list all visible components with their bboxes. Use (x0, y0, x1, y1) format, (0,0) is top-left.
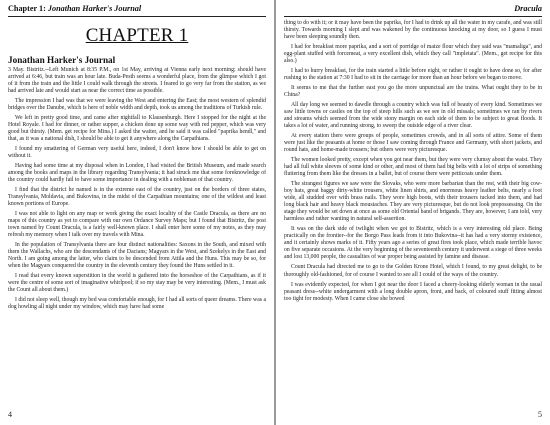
paragraph: At every station there were groups of people, sometimes crowds, and in all sorts of attire. Some of them were just like the peasants at home or those I saw coming through France and Germany, with short jackets, and round hats, and home-made trousers; but others were very picturesque. (284, 133, 542, 154)
paragraph: I find that the district he named is in the extreme east of the country, just on the borders of three states, Transylvania, Moldavia, and Bukovina, in the midst of the Carpathian mountains; one of the wildest and least known portions of Europe. (8, 187, 266, 208)
paragraph: I read that every known superstition in the world is gathered into the horseshoe of the Carpathians, as if it were the centre of some sort of imaginative whirlpool; if so my stay may be very interesting. (Mem., I must ask the Count all about them.) (8, 273, 266, 294)
paragraph: Count Dracula had directed me to go to the Golden Krone Hotel, which I found, to my great delight, to be thoroughly old-fashioned, for of course I wanted to see all I could of the ways of the country. (284, 264, 542, 278)
paragraph: thing to do with it; or it may have been the paprika, for I had to drink up all the water in my carafe, and was still thirsty. Towards morning I slept and was wakened by the continuous knocking at my door, so I guess I must have been sleeping soundly then. (284, 20, 542, 41)
right-page (276, 0, 550, 425)
paragraph: It was on the dark side of twilight when we got to Bistritz, which is a very interesting old place. Being practically on the frontier--for the Borgo Pass leads from it into Bukovina--it has had a very stormy existence, and it certainly shows marks of it. Fifty years ago a series of great fires took place, which made terrible havoc on five separate occasions. At the very beginning of the seventeenth century it underwent a siege of three weeks and lost 13,000 people, the casualties of war proper being assisted by famine and disease. (284, 226, 542, 261)
left-page (0, 0, 274, 425)
paragraph: The impression I had was that we were leaving the West and entering the East; the most western of splendid bridges over the Danube, which is here of noble width and depth, took us among the traditions of Turkish rule. (8, 98, 266, 112)
paragraph: The women looked pretty, except when you got near them, but they were very clumsy about the waist. They had all full white sleeves of some kind or other, and most of them had big belts with a lot of strips of something fluttering from them like the dresses in a ballet, but of course there were petticoats under them. (284, 157, 542, 178)
paragraph: I was not able to light on any map or work giving the exact locality of the Castle Dracula, as there are no maps of this country as yet to compare with our own Ordance Survey Maps; but I found that Bistritz, the post town named by Count Dracula, is a fairly well-known place. I shall enter here some of my notes, as they may refresh my memory when I talk over my travels with Mina. (8, 211, 266, 239)
chapter-title: CHAPTER 1 (85, 25, 189, 46)
right-body-text (284, 20, 542, 303)
paragraph: I had to hurry breakfast, for the train started a little before eight, or rather it ought to have done so, for after rushing to the station at 7:30 I had to sit in the carriage for more than an hour before we began to move. (284, 68, 542, 82)
running-head-chapter-title: Jonathan Harker's Journal (47, 4, 142, 13)
paragraph: I had for breakfast more paprika, and a sort of porridge of maize flour which they said was "mamaliga", and egg-plant stuffed with forcemeat, a very excellent dish, which they call "impletata". (Mem., get recipe for this also.) (284, 44, 542, 65)
paragraph: 3 May. Bistritz.--Left Munich at 8:35 P.M., on 1st May, arriving at Vienna early next morning; should have arrived at 6:46, but train was an hour late. Buda-Pesth seems a wonderful place, from the glimpse which I got of it from the train and the little I could walk through the streets. I feared to go very far from the station, as we had arrived late and would start as near the correct time as possible. (8, 67, 266, 95)
paragraph: It seems to me that the further east you go the more unpunctual are the trains. What ought they to be in China? (284, 85, 542, 99)
paragraph: Having had some time at my disposal when in London, I had visited the British Museum, and made search among the books and maps in the library regarding Transylvania; it had struck me that some foreknowledge of the country could hardly fail to have some importance in dealing with a nobleman of that country. (8, 163, 266, 184)
running-head-right: Dracula (284, 2, 542, 17)
section-title: Jonathan Harker's Journal (8, 55, 116, 65)
paragraph: All day long we seemed to dawdle through a country which was full of beauty of every kind. Sometimes we saw little towns or castles on the top of steep hills such as we see in old missals; sometimes we ran by rivers and streams which seemed from the wide stony margin on each side of them to be subject to great floods. It takes a lot of water, and running strong, to sweep the outside edge of a river clear. (284, 102, 542, 130)
page-number: 4 (8, 410, 12, 419)
running-head-chapter: Chapter 1: (8, 4, 46, 13)
paragraph: I did not sleep well, though my bed was comfortable enough, for I had all sorts of queer dreams. There was a dog howling all night under my window, which may have had some (8, 297, 266, 311)
paragraph: We left in pretty good time, and came after nightfall to Klausenburgh. Here I stopped for the night at the Hotel Royale. I had for dinner, or rather supper, a chicken done up some way with red pepper, which was very good but thirsty. (Mem. get recipe for Mina.) I asked the waiter, and he said it was called "paprika hendl," and that, as it was a national dish, I should be able to get it anywhere along the Carpathians. (8, 115, 266, 143)
paragraph: I found my smattering of German very useful here, indeed, I don't know how I should be able to get on without it. (8, 146, 266, 160)
page-number: 5 (538, 410, 542, 419)
paragraph: In the population of Transylvania there are four distinct nationalities: Saxons in the South, and mixed with them the Wallachs, who are the descendants of the Dacians; Magyars in the West, and Szekelys in the East and North. I am going among the latter, who claim to be descended from Attila and the Huns. This may be so, for when the Magyars conquered the country in the eleventh century they found the Huns settled in it. (8, 242, 266, 270)
paragraph: The strangest figures we saw were the Slovaks, who were more barbarian than the rest, with their big cow-boy hats, great baggy dirty-white trousers, white linen shirts, and enormous heavy leather belts, nearly a foot wide, all studded over with brass nails. They wore high boots, with their trousers tucked into them, and had long black hair and heavy black moustaches. They are very picturesque, but do not look prepossessing. On the stage they would be set down at once as some old Oriental band of brigands. They are, however, I am told, very harmless and rather wanting in natural self-assertion. (284, 181, 542, 223)
paragraph: I was evidently expected, for when I got near the door I faced a cheery-looking elderly woman in the usual peasant dress--white undergarment with a long double apron, front, and back, of coloured stuff fitting almost too tight for modesty. When I came close she bowed (284, 281, 542, 302)
running-head-left (8, 2, 266, 17)
left-body-text (8, 67, 266, 311)
